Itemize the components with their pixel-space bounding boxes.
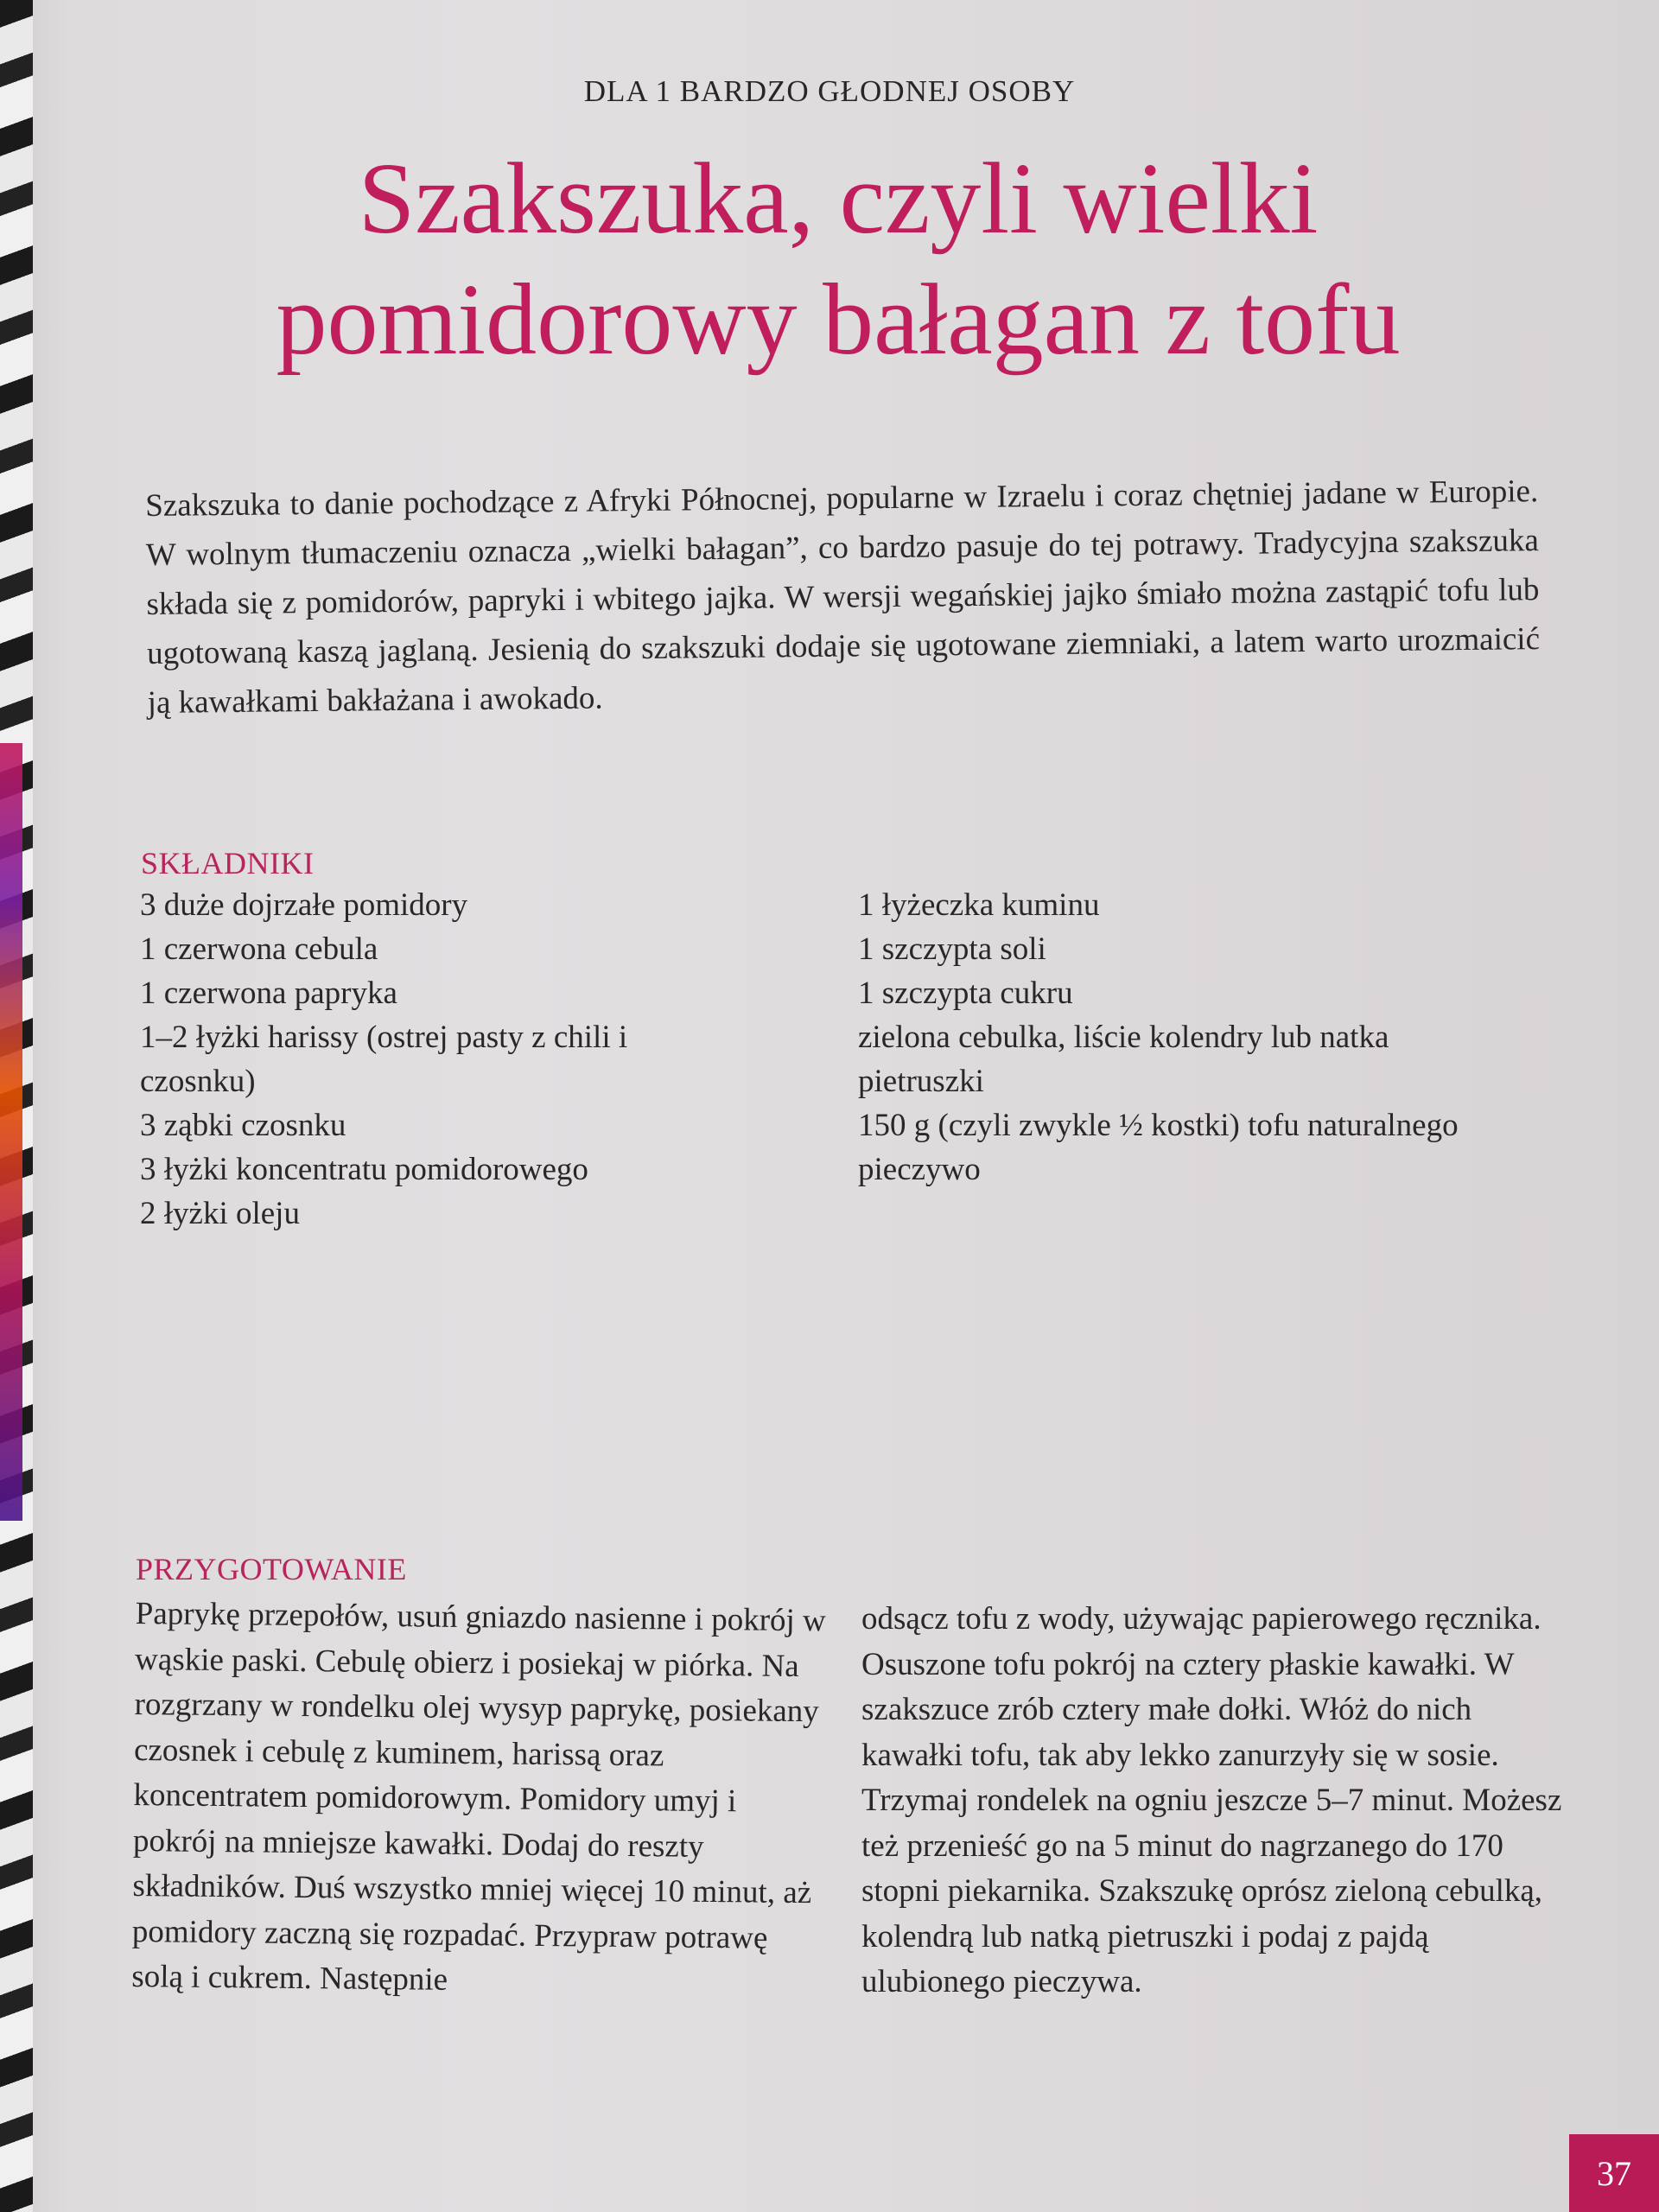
ingredient-item: 1–2 łyżki harissy (ostrej pasty z chili i czosnku): [140, 1020, 628, 1099]
ingredient-item: 1 szczypta soli: [858, 931, 1046, 967]
ingredient-item: 1 czerwona cebula: [140, 931, 378, 967]
ingredients-heading: SKŁADNIKI: [141, 846, 315, 880]
preparation-heading: PRZYGOTOWANIE: [136, 1552, 407, 1586]
adjacent-page-image-edge: [0, 743, 22, 1521]
servings-label: DLA 1 BARDZO GŁODNEJ OSOBY: [583, 74, 1076, 108]
ingredient-item: 2 łyżki oleju: [140, 1196, 300, 1231]
ingredient-item: 3 ząbki czosnku: [140, 1108, 346, 1143]
ingredients-list-right: [858, 883, 1567, 1192]
ingredient-item: 3 łyżki koncentratu pomidorowego: [140, 1152, 588, 1187]
ingredient-item: 1 łyżeczka kuminu: [858, 887, 1100, 923]
ingredient-item: zielona cebulka, liście kolendry lub natka pietruszki: [858, 1020, 1389, 1099]
preparation-text-left: Paprykę przepołów, usuń gniazdo nasienne i pokrój w wąskie paski. Cebulę obierz i posiekaj w piórka. Na rozgrzany w rondelku olej wysyp paprykę, posiekany czosnek i cebulę z kuminem, harissą oraz koncentratem pomidorowym. Pomidory umyj i pokrój na mniejsze kawałki. Dodaj do reszty składników. Duś wszystko mniej więcej 10 minut, aż pomidory zaczną się rozpadać. Przypraw potrawę solą i cukrem. Następnie: [131, 1595, 826, 1998]
ingredient-item: 1 czerwona papryka: [140, 976, 397, 1011]
page-number: 37: [1569, 2134, 1659, 2212]
recipe-title: Szakszuka, czyli wielki pomidorowy bałagan z tofu: [276, 142, 1401, 376]
ingredients-list-left: [140, 883, 797, 1236]
recipe-intro: Szakszuka to danie pochodzące z Afryki Północnej, popularne w Izraelu i coraz chętniej jadane w Europie. W wolnym tłumaczeniu oznacza „wielki bałagan”, co bardzo pasuje do tej potrawy. Tradycyjna szakszuka składa się z pomidorów, papryki i wbitego jajka. W wersji wegańskiej jajko śmiało można zastąpić tofu lub ugotowaną kaszą jaglaną. Jesienią do szakszuki dodaje się ugotowane ziemniaki, a latem warto urozmaicić ją kawałkami bakłażana i awokado.: [145, 474, 1541, 721]
ingredient-item: 3 duże dojrzałe pomidory: [140, 887, 468, 923]
ingredient-item: 150 g (czyli zwykle ½ kostki) tofu naturalnego: [858, 1108, 1459, 1143]
preparation-text-right: odsącz tofu z wody, używając papierowego ręcznika. Osuszone tofu pokrój na cztery płaskie kawałki. W szakszuce zrób cztery małe dołki. Włóż do nich kawałki tofu, tak aby lekko zanurzyły się w sosie. Trzymaj rondelek na ogniu jeszcze 5–7 minut. Możesz też przenieść go na 5 minut do nagrzanego do 170 stopni piekarnika. Szakszukę oprósz zieloną cebulką, kolendrą lub natką pietruszki i podaj z pajdą ulubionego pieczywa.: [861, 1601, 1562, 1999]
ingredient-item: pieczywo: [858, 1152, 981, 1187]
ingredient-item: 1 szczypta cukru: [858, 976, 1073, 1011]
